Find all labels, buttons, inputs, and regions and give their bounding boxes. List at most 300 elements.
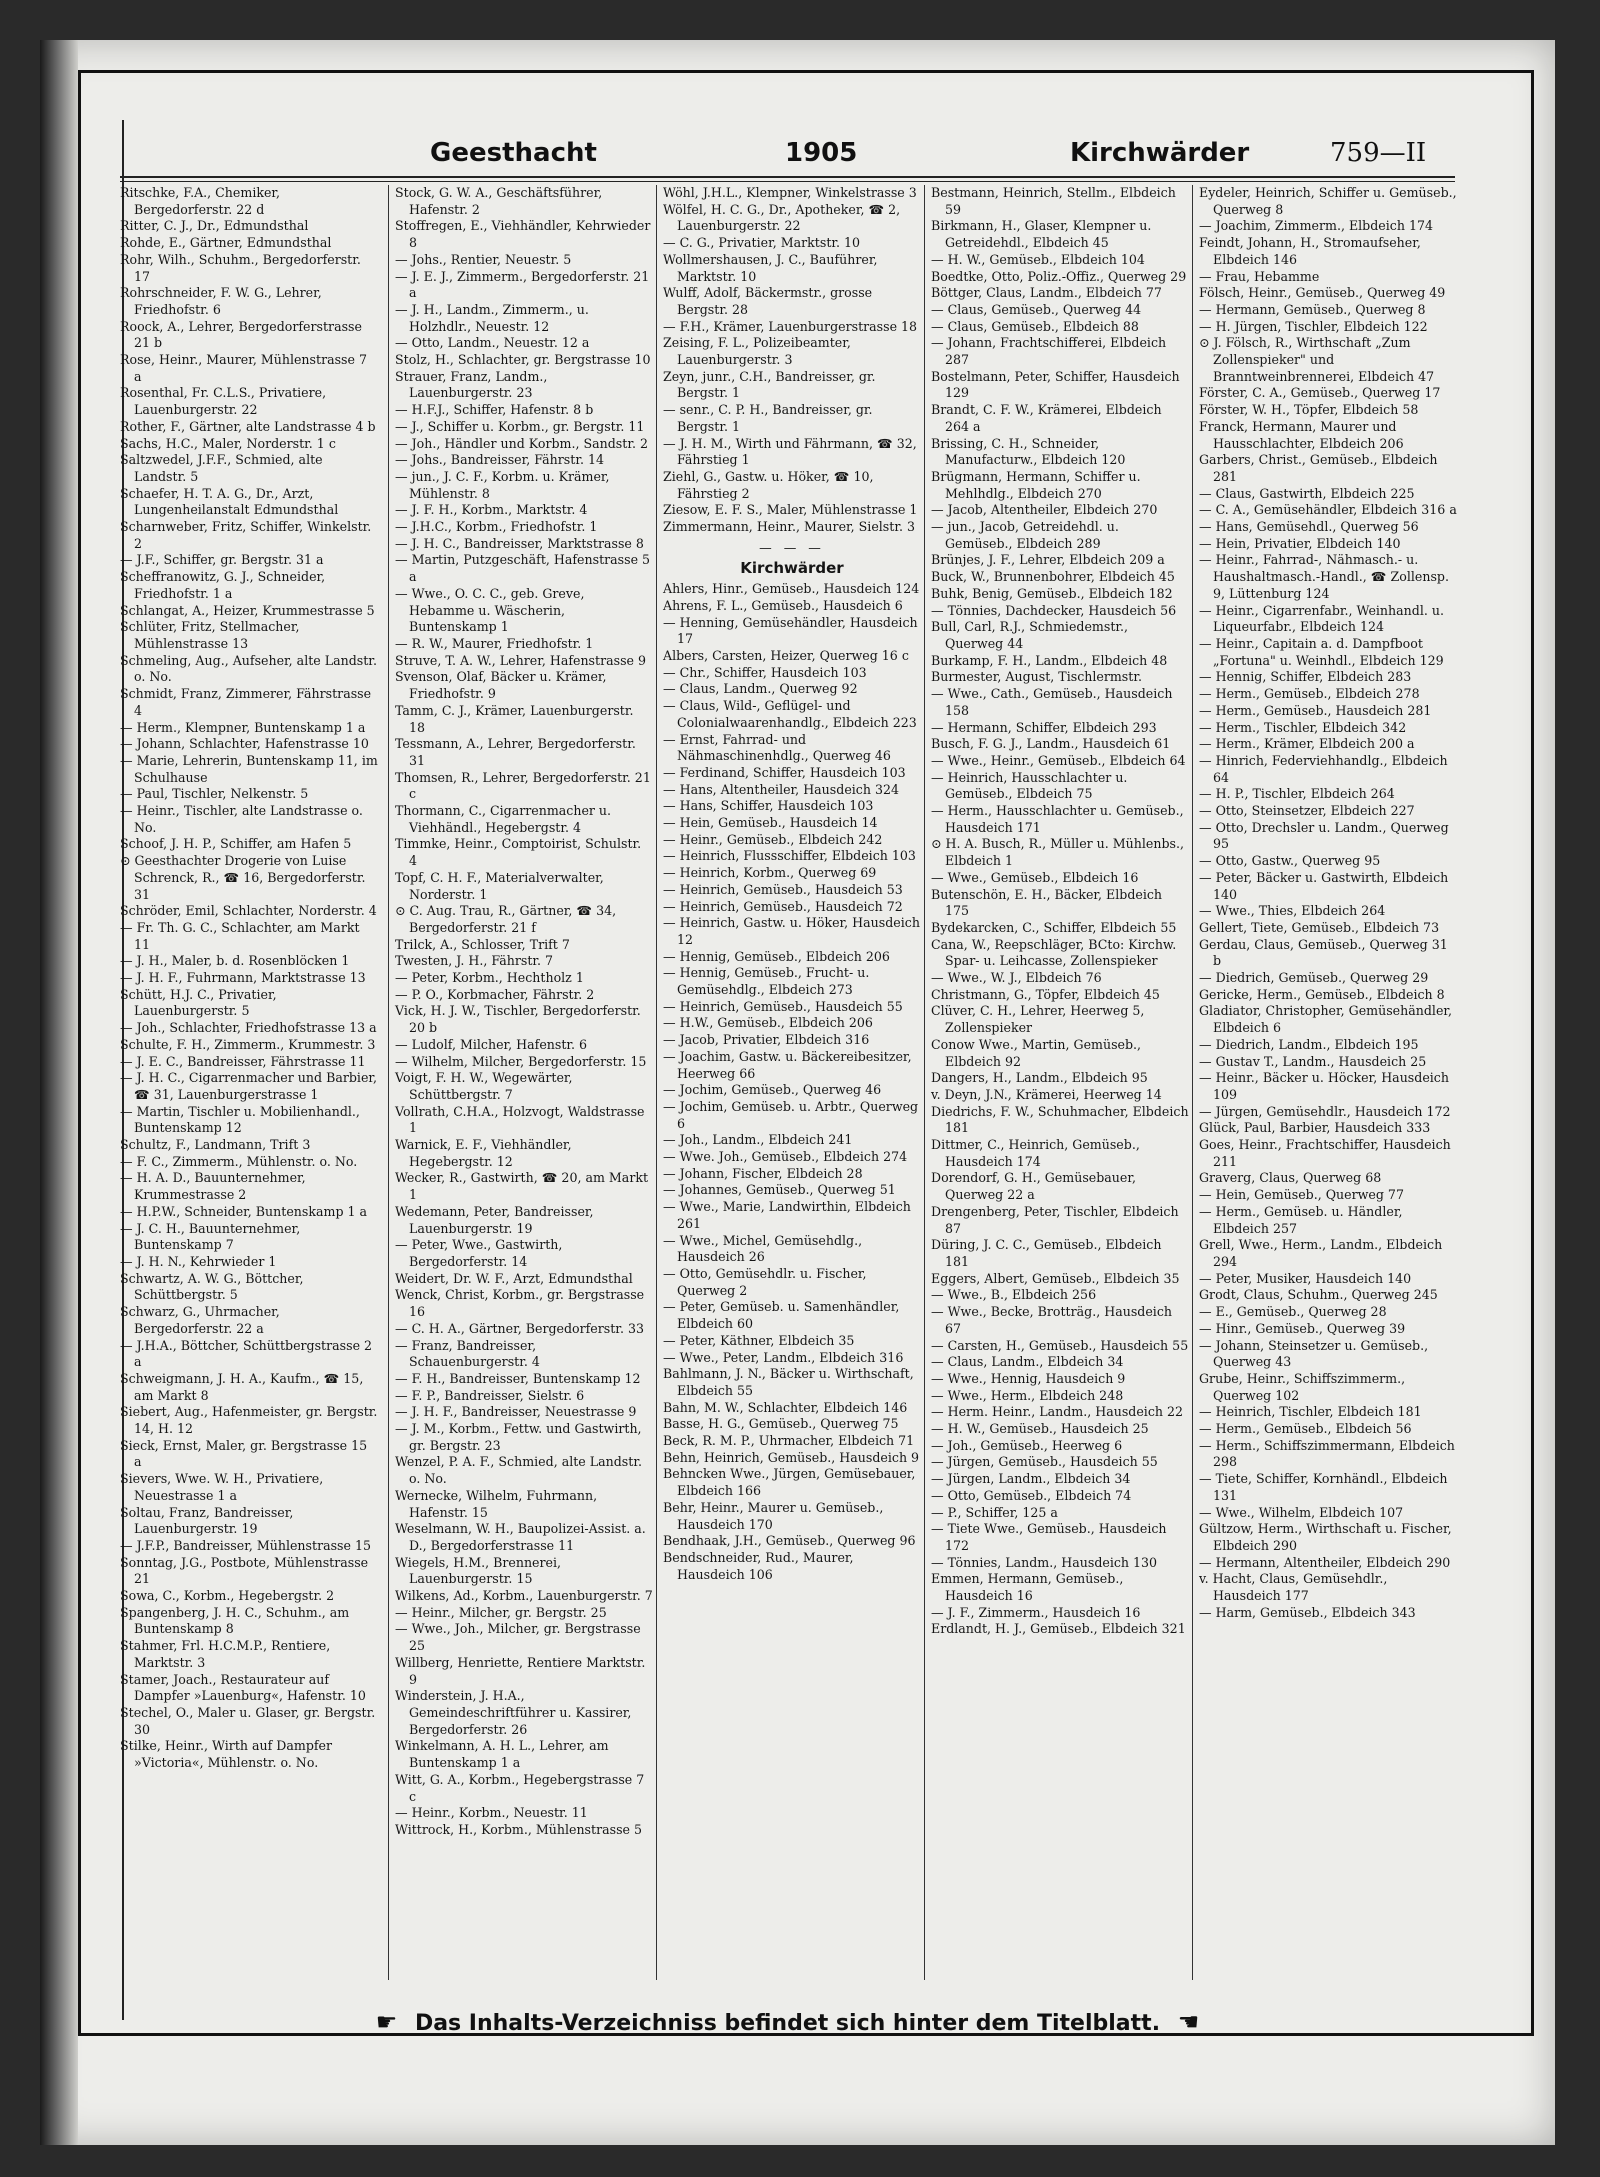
directory-entry: Cana, W., Reepschläger, BCto: Kirchw. Spar- u. Leihcasse, Zollenspieker [931,936,1177,969]
directory-entry: Voigt, F. H. W., Wegewärter, Schüttbergstr. 7 [395,1070,573,1102]
directory-columns [120,185,1455,1980]
directory-entry: Stahmer, Frl. H.C.M.P., Rentiere, Marktstr. 3 [120,1638,331,1670]
directory-entry: — Hein, Privatier, Elbdeich 140 [1199,535,1401,551]
directory-entry: Stoffregen, E., Viehhändler, Kehrwieder 8 [395,218,651,251]
directory-entry: — Wwe. Joh., Gemüseb., Elbdeich 274 [663,1149,908,1165]
directory-entry: Wenzel, P. A. F., Schmied, alte Landstr. o. No. [395,1454,642,1487]
directory-entry: Rohrschneider, F. W. G., Lehrer, Friedhofstr. 6 [120,285,322,317]
directory-entry: — Johs., Rentier, Neuestr. 5 [395,251,572,267]
pointing-hand-left-icon: ☛ [375,2008,398,2036]
directory-entry: — senr., C. P. H., Bandreisser, gr. Bergstr. 1 [663,402,873,434]
directory-entry: — Otto, Landm., Neuestr. 12 a [395,335,590,351]
directory-entry: ⊙ H. A. Busch, R., Müller u. Mühlenbs., Elbdeich 1 [931,836,1185,869]
directory-entry: — Joachim, Zimmerm., Elbdeich 174 [1199,218,1433,234]
page-number: 759—II [1330,138,1427,168]
directory-entry: — Diedrich, Landm., Elbdeich 195 [1199,1036,1419,1052]
directory-entry: Glück, Paul, Barbier, Hausdeich 333 [1199,1120,1431,1136]
directory-entry: — Joachim, Gastw. u. Bäckereibesitzer, Heerweg 66 [663,1048,912,1081]
directory-entry: Eggers, Albert, Gemüseb., Elbdeich 35 [931,1270,1180,1286]
directory-entry: Wernecke, Wilhelm, Fuhrmann, Hafenstr. 15 [395,1487,598,1520]
directory-entry: — Peter, Gemüseb. u. Samenhändler, Elbdeich 60 [663,1299,900,1332]
directory-entry: — Heinrich, Flussschiffer, Elbdeich 103 [663,848,916,864]
directory-entry: — Hein, Gemüseb., Hausdeich 14 [663,815,878,831]
directory-entry: Sowa, C., Korbm., Hegebergstr. 2 [120,1588,335,1604]
directory-entry: — H. P., Tischler, Elbdeich 264 [1199,786,1395,802]
directory-entry: — C. H. A., Gärtner, Bergedorferstr. 33 [395,1320,644,1336]
directory-entry: Wöhl, J.H.L., Klempner, Winkelstrasse 3 [663,185,917,200]
directory-entry: — Johannes, Gemüseb., Querweg 51 [663,1182,896,1198]
directory-entry: Gericke, Herm., Gemüseb., Elbdeich 8 [1199,986,1445,1002]
directory-entry: — P. O., Korbmacher, Fährstr. 2 [395,986,595,1002]
directory-entry: Ahlers, Hinr., Gemüseb., Hausdeich 124 [663,581,920,597]
directory-entry: — Joh., Landm., Elbdeich 241 [663,1132,853,1148]
directory-entry: Vick, H. J. W., Tischler, Bergedorferstr. 20 b [395,1003,641,1036]
directory-entry: — Wwe., Hennig, Hausdeich 9 [931,1370,1126,1386]
directory-entry: — Herm., Krämer, Elbdeich 200 a [1199,736,1415,752]
directory-entry: Brügmann, Hermann, Schiffer u. Mehlhdlg., Elbdeich 270 [931,468,1141,501]
directory-entry: Wollmershausen, J. C., Bauführer, Marktstr. 10 [663,251,878,284]
directory-entry: — Hennig, Schiffer, Elbdeich 283 [1199,669,1412,685]
directory-entry: Wölfel, H. C. G., Dr., Apotheker, ☎ 2, Lauenburgerstr. 22 [663,201,901,234]
directory-entry: — J.F., Schiffer, gr. Bergstr. 31 a [120,552,324,568]
directory-entry: — Ernst, Fahrrad- und Nähmaschinenhdlg., Querweg 46 [663,731,891,764]
directory-entry: — Jochim, Gemüseb., Querweg 46 [663,1082,882,1098]
directory-entry: Schmeling, Aug., Aufseher, alte Landstr. o. No. [120,652,377,685]
directory-entry: — Hennig, Gemüseb., Frucht- u. Gemüsehdlg., Elbdeich 273 [663,965,870,998]
directory-entry: — J. E. C., Bandreisser, Fährstrasse 11 [120,1053,366,1069]
directory-entry: — Martin, Tischler u. Mobilienhandl., Buntenskamp 12 [120,1103,360,1136]
directory-entry: Spangenberg, J. H. C., Schuhm., am Buntenskamp 8 [120,1604,350,1637]
directory-entry: Tamm, C. J., Krämer, Lauenburgerstr. 18 [395,702,634,735]
directory-entry: Ziehl, G., Gastw. u. Höker, ☎ 10, Fährstieg 2 [663,468,874,501]
directory-entry: — J.H.C., Korbm., Friedhofstr. 1 [395,519,598,535]
directory-entry: Saltzwedel, J.F.F., Schmied, alte Landstr. 5 [120,452,323,484]
directory-entry: Schlüter, Fritz, Stellmacher, Mühlenstrasse 13 [120,619,300,651]
directory-entry: — Hein, Gemüseb., Querweg 77 [1199,1187,1404,1203]
directory-entry: Förster, W. H., Töpfer, Elbdeich 58 [1199,402,1419,418]
directory-entry: Wittrock, H., Korbm., Mühlenstrasse 5 [395,1821,642,1837]
directory-entry: — Marie, Lehrerin, Buntenskamp 11, im Schulhause [120,752,378,785]
directory-entry: — Heinrich, Hausschlachter u. Gemüseb., Elbdeich 75 [931,769,1128,802]
column-3 [656,185,921,1980]
directory-entry: — F. H., Bandreisser, Buntenskamp 12 [395,1370,641,1386]
directory-entry: — J.H.A., Böttcher, Schüttbergstrasse 2 a [120,1337,373,1370]
directory-entry: — Claus, Gastwirth, Elbdeich 225 [1199,485,1415,501]
directory-entry: — Fr. Th. G. C., Schlachter, am Markt 11 [120,919,360,952]
header-rule [120,176,1455,182]
directory-entry: Gültzow, Herm., Wirthschaft u. Fischer, Elbdeich 290 [1199,1521,1452,1553]
directory-entry: — Claus, Landm., Elbdeich 34 [931,1354,1124,1370]
directory-entry: Wiegels, H.M., Brennerei, Lauenburgerstr. 15 [395,1554,562,1587]
directory-entry: — Heinr., Bäcker u. Höcker, Hausdeich 109 [1199,1070,1449,1102]
directory-entry: — Harm, Gemüseb., Elbdeich 343 [1199,1604,1416,1620]
directory-entry: — Hermann, Altentheiler, Elbdeich 290 [1199,1554,1451,1570]
directory-entry: Topf, C. H. F., Materialverwalter, Norderstr. 1 [395,869,604,902]
directory-entry: — Peter, Bäcker u. Gastwirth, Elbdeich 140 [1199,869,1449,902]
directory-entry: Brissing, C. H., Schneider, Manufacturw., Elbdeich 120 [931,435,1126,468]
directory-entry: — J. H., Maler, b. d. Rosenblöcken 1 [120,953,350,969]
directory-entry: — Wwe., Gemüseb., Elbdeich 16 [931,869,1139,885]
directory-entry: Dittmer, C., Heinrich, Gemüseb., Hausdeich 174 [931,1137,1140,1169]
directory-entry: Gellert, Tiete, Gemüseb., Elbdeich 73 [1199,919,1440,935]
directory-entry: — J., Schiffer u. Korbm., gr. Bergstr. 11 [395,418,645,434]
directory-entry: Feindt, Johann, H., Stromaufseher, Elbdeich 146 [1199,235,1421,267]
directory-entry: — H. Jürgen, Tischler, Elbdeich 122 [1199,318,1428,334]
directory-entry: Bahn, M. W., Schlachter, Elbdeich 146 [663,1399,908,1415]
directory-entry: Stock, G. W. A., Geschäftsführer, Hafenstr. 2 [395,185,603,217]
directory-entry: — J. E. J., Zimmerm., Bergedorferstr. 21 a [395,268,650,301]
directory-entry: — Wwe., B., Elbdeich 256 [931,1287,1097,1303]
directory-entry: — Heinrich, Gemüseb., Hausdeich 72 [663,898,903,914]
directory-entry: — Herm. Heinr., Landm., Hausdeich 22 [931,1404,1184,1420]
directory-entry: Scheffranowitz, G. J., Schneider, Friedhofstr. 1 a [120,569,326,601]
directory-entry: — R. W., Maurer, Friedhofstr. 1 [395,635,594,651]
directory-entry: Schmidt, Franz, Zimmerer, Fährstrasse 4 [120,686,372,718]
running-header [120,138,1460,178]
directory-entry: — Peter, Musiker, Hausdeich 140 [1199,1270,1412,1286]
directory-entry: Diedrichs, F. W., Schuhmacher, Elbdeich 181 [931,1103,1189,1136]
directory-entry: Stamer, Joach., Restaurateur auf Dampfer »Lauenburg«, Hafenstr. 10 [120,1671,366,1704]
directory-entry: Svenson, Olaf, Bäcker u. Krämer, Friedhofstr. 9 [395,669,607,702]
directory-entry: — Wwe., O. C. C., geb. Greve, Hebamme u. Wäscherin, Buntenskamp 1 [395,585,585,635]
directory-entry: — J. H. C., Cigarrenmacher und Barbier, ☎ 31, Lauenburgerstrasse 1 [120,1070,378,1102]
directory-entry: Schaefer, H. T. A. G., Dr., Arzt, Lungenheilanstalt Edmundsthal [120,485,339,518]
directory-entry: Winderstein, J. H.A., Gemeindeschriftführer u. Kassirer, Bergedorferstr. 26 [395,1688,632,1737]
directory-entry: Sievers, Wwe. W. H., Privatiere, Neuestrasse 1 a [120,1471,324,1503]
directory-entry: Goes, Heinr., Frachtschiffer, Hausdeich 211 [1199,1137,1451,1169]
directory-entry: Weidert, Dr. W. F., Arzt, Edmundsthal [395,1270,633,1286]
directory-entry: — Tiete, Schiffer, Kornhändl., Elbdeich 131 [1199,1471,1448,1503]
directory-entry: — Johann, Fischer, Elbdeich 28 [663,1165,863,1181]
directory-entry: — F. C., Zimmerm., Mühlenstr. o. No. [120,1153,358,1169]
directory-entry: Sachs, H.C., Maler, Norderstr. 1 c [120,435,336,451]
directory-entry: Schulte, F. H., Zimmerm., Krummestr. 3 [120,1036,376,1052]
directory-entry: — Heinr., Capitain a. d. Dampfboot „Fortuna" u. Weinhdl., Elbdeich 129 [1199,635,1444,668]
directory-entry: Weselmann, W. H., Baupolizei-Assist. a. D., Bergedorferstrasse 11 [395,1521,646,1553]
directory-entry: Schweigmann, J. H. A., Kaufm., ☎ 15, am Markt 8 [120,1370,364,1403]
directory-entry: Wecker, R., Gastwirth, ☎ 20, am Markt 1 [395,1170,649,1203]
directory-entry: Förster, C. A., Gemüseb., Querweg 17 [1199,385,1441,401]
directory-entry: Roock, A., Lehrer, Bergedorferstrasse 21 b [120,318,362,351]
footer-notice [120,2008,1455,2036]
directory-entry: Rohr, Wilh., Schuhm., Bergedorferstr. 17 [120,251,361,284]
directory-entry: Schwartz, A. W. G., Böttcher, Schüttbergstr. 5 [120,1270,304,1303]
directory-entry: Grube, Heinr., Schiffszimmerm., Querweg 102 [1199,1370,1406,1403]
directory-entry: — Hinrich, Federviehhandlg., Elbdeich 64 [1199,752,1448,785]
directory-entry: — Peter, Wwe., Gastwirth, Bergedorferstr. 14 [395,1237,563,1269]
column-5 [1192,185,1457,1980]
directory-entry: — C. A., Gemüsehändler, Elbdeich 316 a [1199,502,1457,518]
directory-entry: — Johann, Steinsetzer u. Gemüseb., Querweg 43 [1199,1337,1429,1370]
directory-entry: — Heinr., Fahrrad-, Nähmasch.- u. Haushaltmasch.-Handl., ☎ Zollensp. 9, Lüttenburg 124 [1199,552,1449,601]
directory-entry: — Frau, Hebamme [1199,268,1320,284]
directory-entry: Tessmann, A., Lehrer, Bergedorferstr. 31 [395,736,636,768]
directory-entry: — Wwe., Michel, Gemüsehdlg., Hausdeich 26 [663,1232,863,1265]
directory-entry: — Franz, Bandreisser, Schauenburgerstr. 4 [395,1337,540,1370]
directory-entry: Dangers, H., Landm., Elbdeich 95 [931,1070,1148,1086]
directory-entry: — Jochim, Gemüseb. u. Arbtr., Querweg 6 [663,1098,919,1131]
directory-entry: Buhk, Benig, Gemüseb., Elbdeich 182 [931,585,1173,601]
directory-entry: Schütt, H.J. C., Privatier, Lauenburgerstr. 5 [120,986,277,1019]
directory-entry: Rohde, E., Gärtner, Edmundsthal [120,235,332,251]
directory-entry: — Heinrich, Gemüseb., Hausdeich 55 [663,998,903,1014]
directory-entry: Brünjes, J. F., Lehrer, Elbdeich 209 a [931,552,1165,568]
directory-entry: Trilck, A., Schlosser, Trift 7 [395,936,570,952]
directory-entry: Soltau, Franz, Bandreisser, Lauenburgerstr. 19 [120,1504,294,1537]
directory-entry: Rose, Heinr., Maurer, Mühlenstrasse 7 a [120,352,367,384]
directory-entry: — C. G., Privatier, Marktstr. 10 [663,235,861,251]
directory-entry: — J.F.P., Bandreisser, Mühlenstrasse 15 [120,1537,372,1553]
directory-entry: Conow Wwe., Martin, Gemüseb., Elbdeich 92 [931,1036,1142,1069]
directory-entry: — Martin, Putzgeschäft, Hafenstrasse 5 a [395,552,651,585]
directory-entry: — Tönnies, Landm., Hausdeich 130 [931,1554,1158,1570]
directory-entry: Warnick, E. F., Viehhändler, Hegebergstr. 12 [395,1137,572,1169]
directory-entry: — Hinr., Gemüseb., Querweg 39 [1199,1320,1406,1336]
directory-entry: Strauer, Franz, Landm., Lauenburgerstr. 23 [395,368,548,401]
directory-entry: — Herm., Schiffszimmermann, Elbdeich 298 [1199,1437,1455,1470]
directory-entry: Schröder, Emil, Schlachter, Norderstr. 4 [120,903,377,919]
header-town-right: Kirchwärder [1070,138,1250,168]
directory-entry: — Ludolf, Milcher, Hafenstr. 6 [395,1036,588,1052]
directory-entry: Stolz, H., Schlachter, gr. Bergstrasse 10 [395,352,651,368]
directory-entry: — Heinr., Korbm., Neuestr. 11 [395,1805,588,1821]
directory-entry: — Ferdinand, Schiffer, Hausdeich 103 [663,764,906,780]
directory-entry: Beck, R. M. P., Uhrmacher, Elbdeich 71 [663,1433,915,1449]
directory-entry: v. Deyn, J.N., Krämerei, Heerweg 14 [931,1086,1162,1102]
directory-entry: — Herm., Gemüseb., Elbdeich 278 [1199,686,1420,702]
directory-entry: Fölsch, Heinr., Gemüseb., Querweg 49 [1199,285,1446,301]
directory-entry: — J. H. N., Kehrwieder 1 [120,1254,277,1269]
footer-text: Das Inhalts-Verzeichniss befindet sich hinter dem Titelblatt. [414,2011,1161,2036]
directory-entry: Thormann, C., Cigarrenmacher u. Viehhändl., Hegebergstr. 4 [395,803,612,835]
directory-entry: Siebert, Aug., Hafenmeister, gr. Bergstr. 14, H. 12 [120,1404,378,1437]
directory-entry: — H.P.W., Schneider, Buntenskamp 1 a [120,1203,368,1219]
directory-entry: — jun., J. C. F., Korbm. u. Krämer, Mühlenstr. 8 [395,468,610,501]
directory-entry: Ahrens, F. L., Gemüseb., Hausdeich 6 [663,597,903,613]
directory-entry: v. Hacht, Claus, Gemüsehdlr., Hausdeich 177 [1199,1571,1388,1604]
directory-entry: Wilkens, Ad., Korbm., Lauenburgerstr. 7 [395,1588,653,1604]
directory-entry: Zeising, F. L., Polizeibeamter, Lauenburgerstr. 3 [663,335,851,368]
directory-entry: — J. F., Zimmerm., Hausdeich 16 [931,1604,1141,1620]
directory-entry: — J. F. H., Korbm., Marktstr. 4 [395,502,588,518]
directory-entry: — Tiete Wwe., Gemüseb., Hausdeich 172 [931,1521,1167,1553]
directory-entry: Bendhaak, J.H., Gemüseb., Querweg 96 [663,1533,916,1549]
directory-entry: Stilke, Heinr., Wirth auf Dampfer »Victoria«, Mühlenstr. o. No. [120,1738,333,1771]
directory-entry: — Chr., Schiffer, Hausdeich 103 [663,664,867,680]
directory-entry: — Diedrich, Gemüseb., Querweg 29 [1199,970,1429,986]
directory-entry: Burmester, August, Tischlermstr. [931,669,1142,685]
directory-entry: ⊙ Geesthachter Drogerie von Luise Schrenck, R., ☎ 16, Bergedorferstr. 31 [120,853,366,902]
directory-entry: Zeyn, junr., C.H., Bandreisser, gr. Bergstr. 1 [663,368,876,401]
directory-entry: — Carsten, H., Gemüseb., Hausdeich 55 [931,1337,1189,1353]
directory-entry: Scharnweber, Fritz, Schiffer, Winkelstr. 2 [120,519,372,551]
directory-entry: Grodt, Claus, Schuhm., Querweg 245 [1199,1287,1438,1303]
directory-entry: Thomsen, R., Lehrer, Bergedorferstr. 21 c [395,769,651,802]
directory-entry: — Wilhelm, Milcher, Bergedorferstr. 15 [395,1053,647,1069]
directory-entry: Gerdau, Claus, Gemüseb., Querweg 31 b [1199,936,1448,969]
directory-entry: Schultz, F., Landmann, Trift 3 [120,1137,311,1153]
column-4 [924,185,1189,1980]
directory-entry: Butenschön, E. H., Bäcker, Elbdeich 175 [931,886,1163,919]
directory-entry: Zimmermann, Heinr., Maurer, Sielstr. 3 [663,519,915,535]
directory-entry: — H.W., Gemüseb., Elbdeich 206 [663,1015,873,1031]
directory-entry: — H. A. D., Bauunternehmer, Krummestrasse 2 [120,1170,306,1203]
directory-entry: — Paul, Tischler, Nelkenstr. 5 [120,786,309,802]
directory-entry: — Joh., Händler und Korbm., Sandstr. 2 [395,435,648,451]
directory-entry: Wenck, Christ, Korbm., gr. Bergstrasse 16 [395,1287,645,1320]
directory-entry: Bull, Carl, R.J., Schmiedemstr., Querweg 44 [931,619,1129,651]
directory-entry: ⊙ C. Aug. Trau, R., Gärtner, ☎ 34, Bergedorferstr. 21 f [395,903,617,935]
directory-entry: Basse, H. G., Gemüseb., Querweg 75 [663,1416,899,1432]
directory-entry: — Jacob, Altentheiler, Elbdeich 270 [931,502,1158,518]
header-year: 1905 [785,138,858,168]
directory-entry: — Otto, Gastw., Querweg 95 [1199,853,1381,869]
directory-entry: Bestmann, Heinrich, Stellm., Elbdeich 59 [931,185,1176,217]
directory-entry: — Herm., Gemüseb. u. Händler, Elbdeich 257 [1199,1203,1403,1236]
directory-entry: — Heinr., Cigarrenfabr., Weinhandl. u. Liqueurfabr., Elbdeich 124 [1199,602,1444,635]
directory-entry: Eydeler, Heinrich, Schiffer u. Gemüseb., Querweg 8 [1199,185,1457,217]
directory-entry: Emmen, Hermann, Gemüseb., Hausdeich 16 [931,1571,1124,1604]
directory-entry: — Jürgen, Landm., Elbdeich 34 [931,1471,1131,1487]
directory-entry: — Heinr., Gemüseb., Elbdeich 242 [663,831,883,847]
directory-entry: Clüver, C. H., Lehrer, Heerweg 5, Zollenspieker [931,1003,1145,1036]
directory-entry: — J. H. M., Wirth und Fährmann, ☎ 32, Fährstieg 1 [663,435,917,468]
directory-entry: — Tönnies, Dachdecker, Hausdeich 56 [931,602,1177,618]
directory-entry: — Wwe., Wilhelm, Elbdeich 107 [1199,1504,1404,1520]
directory-entry: — Heinr., Tischler, alte Landstrasse o. No. [120,803,363,835]
directory-entry: Erdlandt, H. J., Gemüseb., Elbdeich 321 [931,1621,1186,1637]
directory-entry: Rother, F., Gärtner, alte Landstrasse 4 b [120,418,376,434]
directory-entry: Garbers, Christ., Gemüseb., Elbdeich 281 [1199,452,1438,484]
directory-entry: — Wwe., Cath., Gemüseb., Hausdeich 158 [931,686,1173,718]
directory-entry: — Otto, Steinsetzer, Elbdeich 227 [1199,803,1415,819]
directory-entry: Albers, Carsten, Heizer, Querweg 16 c [663,647,909,663]
directory-entry: — Otto, Gemüsehdlr. u. Fischer, Querweg 2 [663,1266,867,1298]
directory-entry: ⊙ J. Fölsch, R., Wirthschaft „Zum Zollenspieker" und Branntweinbrennerei, Elbdeich 47 [1199,335,1435,384]
directory-entry: Rosenthal, Fr. C.L.S., Privatiere, Lauenburgerstr. 22 [120,385,327,418]
directory-entry: Schoof, J. H. P., Schiffer, am Hafen 5 [120,836,352,852]
directory-entry: — H. W., Gemüseb., Elbdeich 104 [931,251,1145,267]
directory-entry: Bostelmann, Peter, Schiffer, Hausdeich 129 [931,368,1180,401]
directory-entry: — Jacob, Privatier, Elbdeich 316 [663,1032,870,1048]
directory-entry: — Wwe., Peter, Landm., Elbdeich 316 [663,1349,904,1365]
directory-entry: — Heinrich, Korbm., Querweg 69 [663,865,877,881]
directory-entry: — J. C. H., Bauunternehmer, Buntenskamp 7 [120,1220,301,1253]
directory-entry: — H.F.J., Schiffer, Hafenstr. 8 b [395,402,594,418]
directory-entry: Grell, Wwe., Herm., Landm., Elbdeich 294 [1199,1237,1443,1269]
directory-entry: — Claus, Gemüseb., Querweg 44 [931,301,1142,317]
directory-entry: — Claus, Landm., Querweg 92 [663,681,858,697]
directory-entry: — Wwe., W. J., Elbdeich 76 [931,970,1102,986]
directory-entry: Böttger, Claus, Landm., Elbdeich 77 [931,285,1162,301]
directory-entry: — Hermann, Schiffer, Elbdeich 293 [931,719,1157,735]
directory-entry: — Johann, Schlachter, Hafenstrasse 10 [120,736,369,752]
directory-entry: — Herm., Klempner, Buntenskamp 1 a [120,719,366,735]
directory-entry: — Claus, Wild-, Geflügel- und Colonialwaarenhandlg., Elbdeich 223 [663,698,917,730]
directory-entry: — Herm., Tischler, Elbdeich 342 [1199,719,1407,735]
directory-entry: — Herm., Gemüseb., Hausdeich 281 [1199,702,1432,718]
directory-entry: Buck, W., Brunnenbohrer, Elbdeich 45 [931,569,1175,585]
directory-entry: — Hans, Altentheiler, Hausdeich 324 [663,781,900,797]
directory-entry: — Joh., Schlachter, Friedhofstrasse 13 a [120,1020,377,1036]
directory-entry: — Hennig, Gemüseb., Elbdeich 206 [663,948,890,964]
directory-entry: Wedemann, Peter, Bandreisser, Lauenburgerstr. 19 [395,1203,594,1236]
directory-entry: — Hermann, Gemüseb., Querweg 8 [1199,301,1426,317]
column-1 [120,185,378,1980]
directory-entry: — Peter, Korbm., Hechtholz 1 [395,970,584,986]
directory-entry: Bendschneider, Rud., Maurer, Hausdeich 106 [663,1549,854,1582]
directory-entry: — Peter, Käthner, Elbdeich 35 [663,1332,855,1348]
section-heading: Kirchwärder [740,559,844,578]
directory-entry: Graverg, Claus, Querweg 68 [1199,1170,1382,1186]
directory-entry: — jun., Jacob, Getreidehdl. u. Gemüseb., Elbdeich 289 [931,519,1119,551]
section-divider: — — — [759,539,825,555]
directory-entry: Winkelmann, A. H. L., Lehrer, am Buntenskamp 1 a [395,1738,609,1771]
directory-entry: — Hans, Gemüsehdl., Querweg 56 [1199,519,1419,535]
directory-entry: — Henning, Gemüsehändler, Hausdeich 17 [663,614,918,647]
directory-entry: — Wwe., Becke, Brotträg., Hausdeich 67 [931,1304,1172,1336]
directory-entry: — Gustav T., Landm., Hausdeich 25 [1199,1053,1427,1069]
directory-entry: Bahlmann, J. N., Bäcker u. Wirthschaft, Elbdeich 55 [663,1366,914,1398]
directory-entry: Behncken Wwe., Jürgen, Gemüsebauer, Elbdeich 166 [663,1466,916,1499]
directory-entry: — J. H. C., Bandreisser, Marktstrasse 8 [395,535,644,551]
directory-entry: — Heinrich, Tischler, Elbdeich 181 [1199,1404,1422,1420]
directory-entry: Boedtke, Otto, Poliz.-Offiz., Querweg 29 [931,268,1187,284]
directory-entry: Ziesow, E. F. S., Maler, Mühlenstrasse 1 [663,502,918,518]
directory-entry: Brandt, C. F. W., Krämerei, Elbdeich 264 a [931,402,1162,434]
directory-entry: Witt, G. A., Korbm., Hegebergstrasse 7 c [395,1771,645,1804]
directory-entry: — Heinrich, Gastw. u. Höker, Hausdeich 12 [663,915,920,947]
directory-entry: — Herm., Gemüseb., Elbdeich 56 [1199,1421,1412,1437]
directory-entry: — Joh., Gemüseb., Heerweg 6 [931,1437,1123,1453]
directory-entry: — Otto, Gemüseb., Elbdeich 74 [931,1487,1132,1503]
directory-entry: Sieck, Ernst, Maler, gr. Bergstrasse 15 a [120,1437,368,1470]
directory-entry: Franck, Hermann, Maurer und Hausschlachter, Elbdeich 206 [1199,418,1404,451]
pointing-hand-right-icon: ☚ [1177,2008,1200,2036]
directory-entry: — Johann, Frachtschifferei, Elbdeich 287 [931,335,1167,368]
directory-entry: Timmke, Heinr., Comptoirist, Schulstr. 4 [395,836,642,869]
directory-entry: — Wwe., Heinr., Gemüseb., Elbdeich 64 [931,752,1186,768]
directory-entry: — F.H., Krämer, Lauenburgerstrasse 18 [663,318,918,334]
directory-entry: Schwarz, G., Uhrmacher, Bergedorferstr. 22 a [120,1304,280,1336]
directory-entry: — Wwe., Joh., Milcher, gr. Bergstrasse 25 [395,1621,641,1654]
directory-entry: Ritschke, F.A., Chemiker, Bergedorferstr. 22 d [120,185,281,217]
directory-entry: Wulff, Adolf, Bäckermstr., grosse Bergstr. 28 [663,285,873,317]
directory-entry: — Jürgen, Gemüsehdlr., Hausdeich 172 [1199,1103,1451,1119]
directory-entry: — Claus, Gemüseb., Elbdeich 88 [931,318,1139,334]
directory-entry: Birkmann, H., Glaser, Klempner u. Getreidehdl., Elbdeich 45 [931,218,1152,251]
directory-entry: — H. W., Gemüseb., Hausdeich 25 [931,1421,1149,1437]
book-gutter [40,40,78,2145]
directory-entry: Behn, Heinrich, Gemüseb., Hausdeich 9 [663,1449,920,1465]
directory-entry: Dorendorf, G. H., Gemüsebauer, Querweg 22 a [931,1170,1137,1203]
directory-entry: — Otto, Drechsler u. Landm., Querweg 95 [1199,819,1449,852]
directory-entry: Willberg, Henriette, Rentiere Marktstr. 9 [395,1654,646,1687]
directory-entry: — Heinrich, Gemüseb., Hausdeich 53 [663,881,903,897]
directory-entry: — Heinr., Milcher, gr. Bergstr. 25 [395,1604,607,1620]
directory-entry: Burkamp, F. H., Landm., Elbdeich 48 [931,652,1168,668]
directory-entry: — Wwe., Herm., Elbdeich 248 [931,1387,1124,1403]
directory-entry: — Hans, Schiffer, Hausdeich 103 [663,798,874,814]
directory-entry: Vollrath, C.H.A., Holzvogt, Waldstrasse 1 [395,1103,645,1136]
directory-entry: Schlangat, A., Heizer, Krummestrasse 5 [120,602,375,618]
header-town-left: Geesthacht [430,138,597,168]
directory-entry: — Jürgen, Gemüseb., Hausdeich 55 [931,1454,1158,1470]
directory-entry: Twesten, J. H., Fährstr. 7 [395,953,554,969]
directory-entry: — Wwe., Marie, Landwirthin, Elbdeich 261 [663,1199,911,1231]
directory-entry: — P., Schiffer, 125 a [931,1504,1058,1520]
directory-entry: — E., Gemüseb., Querweg 28 [1199,1304,1387,1320]
